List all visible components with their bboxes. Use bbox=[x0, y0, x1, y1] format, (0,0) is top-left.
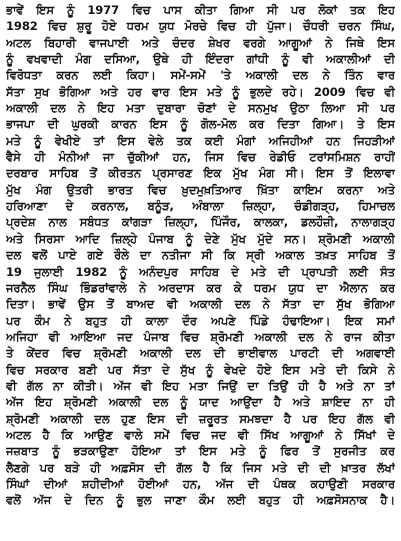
text-line: ਸ਼੍ਰੋਮਣੀ ਅਕਾਲੀ ਦਲ ਹੁਣ ਇਸ ਦੀ ਜ਼ਰੂਰਤ ਸਮਝਦਾ ਹੈ ਪਰ ਇਹ ਗੱਲ ਵੀ bbox=[6, 411, 395, 426]
text-line: ਵਿਚ ਸਰਕਾਰ ਬਣੀ ਪਰ ਸੱਤਾ ਦੇ ਸੁੱਖ ਨੂੰ ਵੇਖਦੇ ਹੋਏ ਇਸ ਮਤੇ ਦੀ ਕਿਸੇ ਨੇ bbox=[6, 362, 395, 377]
text-line: ਵੈਸੇ ਹੀ ਮੰਨੀਆਂ ਜਾ ਚੁੱਕੀਆਂ ਹਨ, ਜਿਸ ਵਿਚ ਰੇਡੀਓ ਟਰਾਂਸਮਿਸ਼ਨ ਰਾਹੀਂ bbox=[6, 150, 395, 165]
text-line: ਭਾਜਪਾ ਦੀ ਘੁਰਕੀ ਕਾਰਨ ਇਸ ਨੂੰ ਗੋਲ-ਮੋਲ ਕਰ ਦਿਤਾ ਗਿਆ। ਤੇ ਇਸ bbox=[6, 117, 395, 132]
article-body bbox=[6, 2, 395, 525]
text-line: ਅਕਾਲੀ ਦਲ ਨੇ ਇਹ ਮਤਾ ਦੁਬਾਰਾ ਚੋਣਾਂ ਦੇ ਸਨਮੁਖ ਉਠਾ ਲਿਆ ਸੀ ਪਰ bbox=[6, 101, 395, 116]
text-line: ਅਤੇ ਸਿਰਸਾ ਆਦਿ ਜ਼ਿਲ੍ਹੇ ਪੰਜਾਬ ਨੂੰ ਦੇਣੇ ਮੁੱਖ ਮੁੱਦੇ ਸਨ। ਸ਼੍ਰੋਮਣੀ ਅਕਾਲੀ bbox=[6, 231, 395, 246]
text-line: ਸੱਤਾ ਸੁਖ ਭੋਗਿਆ ਅਤੇ ਹਰ ਵਾਰ ਇਸ ਮਤੇ ਨੂੰ ਭੁਲਦੇ ਰਹੇ। 2009 ਵਿਚ ਵੀ bbox=[6, 84, 395, 99]
text-line: ਅਟਲ ਬਿਹਾਰੀ ਵਾਜਪਾਈ ਅਤੇ ਚੰਦਰ ਸ਼ੇਖਰ ਵਰਗੇ ਆਗੂਆਂ ਨੇ ਜਿਥੇ ਇਸ bbox=[6, 35, 395, 50]
text-line: ਵਿਰੋਧਤਾ ਕਰਨ ਲਈ ਕਿਹਾ। ਸਮੇਂ-ਸਮੇਂ 'ਤੇ ਅਕਾਲੀ ਦਲ ਨੇ ਤਿੰਨ ਵਾਰ bbox=[6, 68, 395, 83]
text-line: ਅੱਜ ਇਹ ਸ਼੍ਰੋਮਣੀ ਅਕਾਲੀ ਦਲ ਨੂੰ ਯਾਦ ਆਉਂਦਾ ਹੈ ਅਤੇ ਸ਼ਾਇਦ ਨਾ ਹੀ bbox=[6, 395, 395, 410]
text-line: ਦਿਤਾ। ਭਾਵੇਂ ਉਸ ਤੋਂ ਬਾਅਦ ਵੀ ਅਕਾਲੀ ਦਲ ਨੇ ਸੱਤਾ ਦਾ ਸੁੱਖ ਭੋਗਿਆ bbox=[6, 297, 395, 312]
text-line: ਸਿੰਘਾਂ ਦੀਆਂ ਸ਼ਹੀਦੀਆਂ ਹੋਈਆਂ ਹਨ, ਅੱਜ ਦੀ ਪੰਥਕ ਕਹਾਉਣੀ ਸਰਕਾਰ bbox=[6, 476, 395, 491]
text-line: ਮਤੇ ਨੂੰ ਵੇਖੀਏ ਤਾਂ ਇਸ ਵੇਲੇ ਤਕ ਕਈ ਮੰਗਾਂ ਅਜਿਹੀਆਂ ਹਨ ਜਿਹੜੀਆਂ bbox=[6, 133, 395, 148]
text-line: ਪ੍ਰਦੇਸ਼ ਨਾਲ ਸਬੰਧਤ ਕਾਂਗੜਾ ਜ਼ਿਲ੍ਹਾ, ਪਿੰਜੌਰ, ਕਾਲਕਾ, ਡਲਹੌਜ਼ੀ, ਨਾਲਾਗੜ੍ਹ bbox=[6, 215, 395, 230]
text-line: ਭਾਵੇਂ ਇਸ ਨੂੰ 1977 ਵਿਚ ਪਾਸ ਕੀਤਾ ਗਿਆ ਸੀ ਪਰ ਲੋਕਾਂ ਤਕ ਇਹ bbox=[6, 3, 395, 17]
text-line: ਵਲੋਂ ਅੱਜ ਦੇ ਦਿਨ ਨੂੰ ਭੁਲ ਜਾਣਾ ਕੌਮ ਲਈ ਬਹੁਤ ਹੀ ਅਫ਼ਸੋਸਨਾਕ ਹੈ। bbox=[6, 493, 395, 508]
text-line bbox=[6, 509, 395, 525]
text-line: ਮੁੱਖ ਮੰਗ ਉਤਰੀ ਭਾਰਤ ਵਿਚ ਖ਼ੁਦਮੁਖ਼ਤਿਆਰ ਖ਼ਿੱਤਾ ਕਾਇਮ ਕਰਨਾ ਅਤੇ bbox=[6, 182, 395, 197]
text-line: ਹਰਿਆਣਾ ਦੇ ਕਰਨਾਲ, ਬਨੂੰੜ, ਅੰਬਾਲਾ ਜ਼ਿਲ੍ਹਾ, ਚੰਡੀਗੜ੍ਹ, ਹਿਮਾਚਲ bbox=[6, 199, 395, 214]
text-line: 19 ਜੁਲਾਈ 1982 ਨੂੰ ਅਨੰਦਪੁਰ ਸਾਹਿਬ ਦੇ ਮਤੇ ਦੀ ਪ੍ਰਾਪਤੀ ਲਈ ਸੰਤ bbox=[6, 264, 395, 279]
text-line: 1982 ਵਿਚ ਸ਼ੁਰੂ ਹੋਏ ਧਰਮ ਯੁਧ ਮੋਰਚੇ ਵਿਚ ਹੀ ਪੁੱਜਾ। ਚੌਧਰੀ ਚਰਨ ਸਿੰਘ, bbox=[6, 19, 395, 34]
text-line: ਜਰਨੈਲ ਸਿੰਘ ਭਿੰਡਰਾਂਵਾਲੇ ਨੇ ਅਰਦਾਸ ਕਰ ਕੇ ਧਰਮ ਯੁਧ ਦਾ ਐਲਾਨ ਕਰ bbox=[6, 280, 395, 295]
text-line: ਨੂੰ ਵਖਵਾਦੀ ਮੰਗ ਦਸਿਆ, ਉਥੇ ਹੀ ਇੰਦਰਾ ਗਾਂਧੀ ਨੂੰ ਵੀ ਅਕਾਲੀਆਂ ਦੀ bbox=[6, 52, 395, 67]
text-line: ਪਰ ਕੌਮ ਨੇ ਬਹੁਤ ਹੀ ਕਾਲਾ ਦੌਰ ਅਪਣੇ ਪਿੰਡੇ ਹੰਢਾਇਆ। ਇਕ ਸਮਾਂ bbox=[6, 313, 395, 328]
text-line: ਅਜਿਹਾ ਵੀ ਆਇਆ ਜਦ ਪੰਜਾਬ ਵਿਚ ਸ਼੍ਰੋਮਣੀ ਅਕਾਲੀ ਦਲ ਨੇ ਰਾਜ ਕੀਤਾ bbox=[6, 329, 395, 344]
text-line: ਵੀ ਗੱਲ ਨਾ ਕੀਤੀ। ਅੱਜ ਵੀ ਇਹ ਮਤਾ ਜਿਉਂ ਦਾ ਤਿਉਂ ਹੀ ਹੈ ਅਤੇ ਨਾ ਤਾਂ bbox=[6, 378, 395, 393]
text-line: ਦਲ ਵਲੋਂ ਪਾਏ ਗਏ ਰੌਲੇ ਦਾ ਨਤੀਜਾ ਸੀ ਕਿ ਸ੍ਰੀ ਅਕਾਲ ਤਖ਼ਤ ਸਾਹਿਬ ਤੋਂ bbox=[6, 248, 395, 263]
text-line: ਜਜ਼ਬਾਤ ਨੂੰ ਭੜਕਾਉਣਾ ਹੋਇਆ ਤਾਂ ਇਸ ਮਤੇ ਨੂੰ ਫਿਰ ਤੋਂ ਸੁਰਜੀਤ ਕਰ bbox=[6, 444, 395, 459]
text-line: ਅਟਲ ਹੈ ਕਿ ਆਉਣ ਵਾਲੇ ਸਮੇਂ ਵਿਚ ਜਦ ਵੀ ਸਿੱਖ ਆਗੂਆਂ ਨੇ ਸਿੱਖਾਂ ਦੇ bbox=[6, 427, 395, 442]
text-line: ਲੈਣਗੇ ਪਰ ਬੜੇ ਹੀ ਅਫ਼ਸੋਸ ਦੀ ਗੱਲ ਹੈ ਕਿ ਜਿਸ ਮਤੇ ਦੀ ਦੀ ਖ਼ਾਤਰ ਲੱਖਾਂ bbox=[6, 460, 395, 475]
text-line: ਦਰਬਾਰ ਸਾਹਿਬ ਤੋਂ ਕੀਰਤਨ ਪ੍ਰਸਾਰਣ ਇਕ ਮੁੱਖ ਮੰਗ ਸੀ। ਇਸ ਤੋਂ ਇਲਾਵਾ bbox=[6, 166, 395, 181]
text-line: ਤੇ ਕੇਂਦਰ ਵਿਚ ਸ਼੍ਰੋਮਣੀ ਅਕਾਲੀ ਦਲ ਦੀ ਭਾਈਵਾਲ ਪਾਰਟੀ ਦੀ ਅਗਵਾਈ bbox=[6, 346, 395, 361]
